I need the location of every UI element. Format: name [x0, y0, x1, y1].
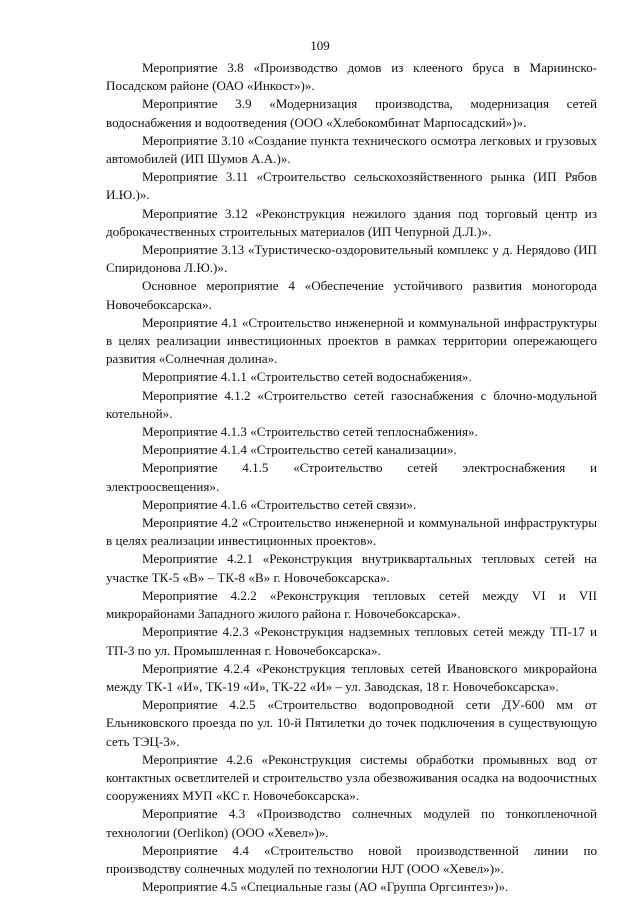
paragraph: Мероприятие 3.9 «Модернизация производства, модернизация сетей водоснабжения и водоотведения (ООО «Хлебокомбинат Марпосадский»)». — [106, 96, 597, 130]
paragraph: Мероприятие 4.5 «Специальные газы (АО «Группа Оргсинтез»)». — [142, 879, 509, 895]
paragraph: Мероприятие 4.1.2 «Строительство сетей газоснабжения с блочно-модульной котельной». — [106, 387, 597, 421]
paragraph: Мероприятие 4.2.2 «Реконструкция тепловых сетей между VI и VII микрорайонами Западного жилого района г. Новочебоксарска». — [106, 587, 597, 622]
paragraph: Мероприятие 4.2.6 «Реконструкция системы обработки промывных вод от контактных осветлителей и строительство узла обезвоживания осадка на водоочистных сооружениях МУП «КС г. Новочебоксарска». — [106, 751, 597, 804]
paragraph: Мероприятие 4.2.1 «Реконструкция внутриквартальных тепловых сетей на участке ТК-5 «В» – ТК-8 «В» г. Новочебоксарска». — [106, 551, 597, 585]
paragraph: Основное мероприятие 4 «Обеспечение устойчивого развития моногорода Новочебоксарска». — [106, 278, 597, 312]
paragraph: Мероприятие 4.1.6 «Строительство сетей связи». — [142, 496, 417, 512]
page-number: 109 — [310, 38, 330, 53]
paragraph: Мероприятие 4.1.1 «Строительство сетей водоснабжения». — [142, 369, 472, 385]
paragraph: Мероприятие 4.2.4 «Реконструкция тепловых сетей Ивановского микрорайона между ТК-1 «И», ТК-19 «И», ТК-22 «И» – ул. Заводская, 18 г. Новочебоксарска». — [106, 660, 597, 694]
paragraph: Мероприятие 3.11 «Строительство сельскохозяйственного рынка (ИП Рябов И.Ю.)». — [106, 169, 597, 203]
document-body — [106, 59, 597, 896]
paragraph: Мероприятие 3.8 «Производство домов из клееного бруса в Мариинско-Посадском районе (ОАО «Инкост»)». — [106, 60, 597, 94]
paragraph: Мероприятие 3.10 «Создание пункта технического осмотра легковых и грузовых автомобилей (ИП Шумов А.А.)». — [106, 132, 597, 167]
paragraph: Мероприятие 4.1.3 «Строительство сетей теплоснабжения». — [142, 424, 478, 440]
paragraph: Мероприятие 4.2.5 «Строительство водопроводной сети ДУ-600 мм от Ельниковского проезда по ул. 10-й Пятилетки до точек подключения в существующую сеть ТЭЦ-3». — [106, 697, 597, 749]
paragraph: Мероприятие 4.1 «Строительство инженерной и коммунальной инфраструктуры в целях реализации инвестиционных проектов в рамках территории опережающего развития «Солнечная долина». — [106, 314, 597, 367]
paragraph: Мероприятие 3.13 «Туристическо-оздоровительный комплекс у д. Нерядово (ИП Спиридонова Л.Ю.)». — [106, 242, 597, 276]
paragraph: Мероприятие 4.1.4 «Строительство сетей канализации». — [142, 442, 457, 458]
paragraph: Мероприятие 4.2.3 «Реконструкция надземных тепловых сетей между ТП-17 и ТП-3 по ул. Промышленная г. Новочебоксарска». — [106, 624, 597, 658]
paragraph: Мероприятие 3.12 «Реконструкция нежилого здания под торговый центр из доброкачественных строительных материалов (ИП Чепурной Д.Л.)». — [106, 205, 597, 239]
paragraph: Мероприятие 4.4 «Строительство новой производственной линии по производству солнечных модулей по технологии HJT (ООО «Хевел»)». — [106, 842, 597, 876]
paragraph: Мероприятие 4.2 «Строительство инженерной и коммунальной инфраструктуры в целях реализации инвестиционных проектов». — [106, 515, 597, 549]
paragraph: Мероприятие 4.3 «Производство солнечных модулей по тонкопленочной технологии (Oerlikon) (ООО «Хевел»)». — [106, 806, 597, 840]
paragraph: Мероприятие 4.1.5 «Строительство сетей электроснабжения и электроосвещения». — [106, 460, 597, 494]
